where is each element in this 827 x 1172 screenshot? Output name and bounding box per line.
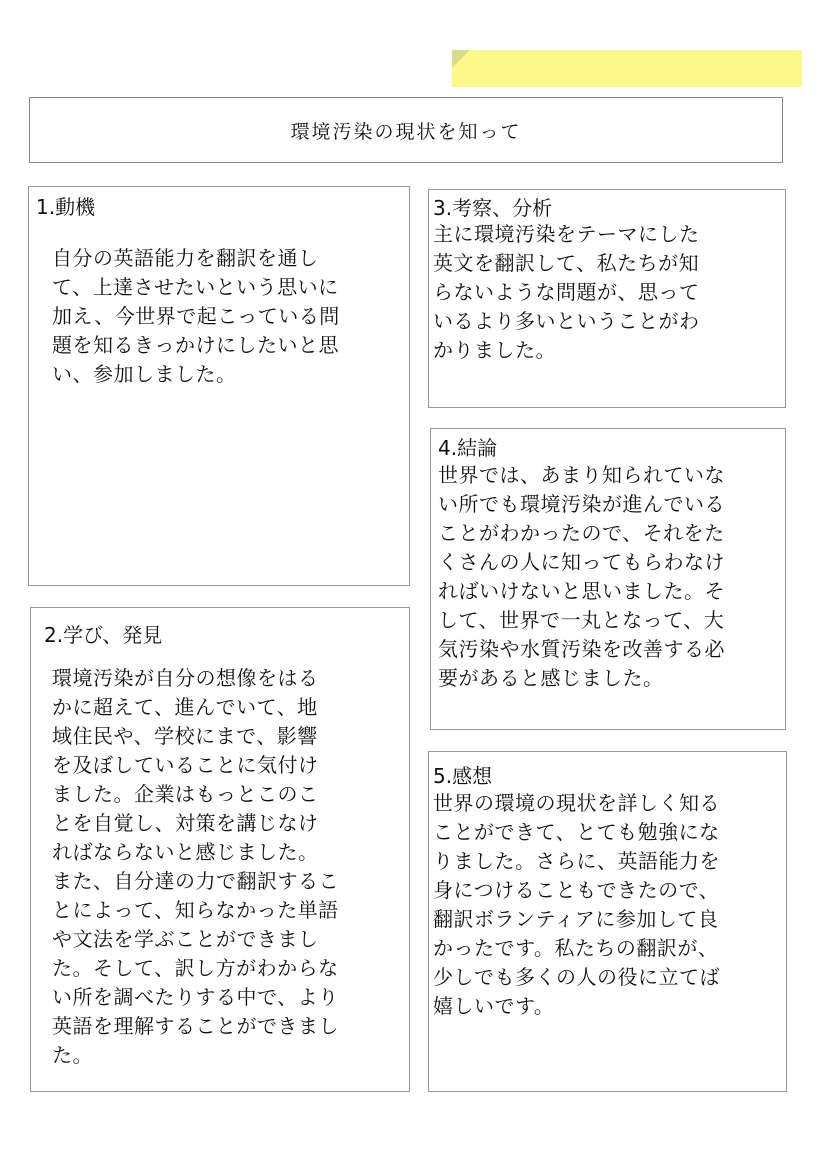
text-line: 主に環境汚染をテーマにした [433, 222, 700, 246]
text-line: 環境汚染が自分の想像をはる [52, 666, 319, 690]
text-line: くさんの人に知ってもらわなけ [438, 550, 725, 574]
text-line: て、上達させたいという思いに [52, 275, 339, 299]
section-impressions-heading: 5.感想 [433, 764, 493, 788]
text-line: いるより多いということがわ [433, 309, 700, 333]
text-line: 世界では、あまり知られていな [438, 463, 725, 487]
text-line: を及ぼしていることに気付け [52, 753, 319, 777]
text-line: ました。企業はもっとこのこ [52, 782, 319, 806]
text-line: 自分の英語能力を翻訳を通し [52, 246, 319, 270]
text-line: ことができて、とても勉強にな [433, 820, 720, 844]
text-line: 題を知るきっかけにしたいと思 [52, 333, 339, 357]
text-line: して、世界で一丸となって、大 [438, 608, 725, 632]
text-line: い、参加しました。 [52, 362, 237, 386]
text-line: 加え、今世界で起こっている問 [52, 304, 340, 328]
text-line: た。そして、訳し方がわからな [52, 956, 339, 980]
text-line: 身につけることもできたので、 [433, 878, 720, 902]
text-line: た。 [52, 1043, 93, 1067]
text-line: 世界の環境の現状を詳しく知る [433, 791, 720, 815]
text-line: や文法を学ぶことができまし [52, 927, 319, 951]
text-line: りました。さらに、英語能力を [433, 849, 720, 873]
text-line: ればならないと感じました。 [52, 840, 319, 864]
text-line: い所を調べたりする中で、より [52, 985, 339, 1009]
text-line: 翻訳ボランティアに参加して良 [433, 907, 719, 931]
text-line: 英語を理解することができまし [52, 1014, 339, 1038]
text-line: ことがわかったので、それをた [438, 521, 725, 545]
section-learning-body [52, 664, 339, 1070]
section-analysis-heading: 3.考察、分析 [433, 196, 553, 220]
text-line: かりました。 [433, 338, 556, 362]
sticky-note [452, 50, 802, 87]
text-line: かに超えて、進んでいて、地 [52, 695, 318, 719]
text-line: 要があると感じました。 [438, 666, 664, 690]
section-conclusion-body [438, 461, 725, 693]
text-line: 気汚染や水質汚染を改善する必 [438, 637, 725, 661]
text-line: らないような問題が、思って [433, 280, 700, 304]
text-line: ればいけないと思いました。そ [438, 579, 725, 603]
section-impressions-body [433, 789, 720, 1021]
text-line: とによって、知らなかった単語 [52, 898, 339, 922]
text-line: い所でも環境汚染が進んでいる [438, 492, 725, 516]
section-learning-heading: 2.学び、発見 [44, 623, 163, 647]
text-line: かったです。私たちの翻訳が、 [433, 936, 719, 960]
page-title: 環境汚染の現状を知って [290, 120, 522, 143]
text-line: とを自覚し、対策を講じなけ [52, 811, 319, 835]
section-motive-heading: 1.動機 [36, 195, 96, 219]
section-conclusion-heading: 4.結論 [438, 436, 498, 460]
title-box [29, 97, 783, 163]
text-line: また、自分達の力で翻訳するこ [52, 869, 339, 893]
section-analysis-body [433, 220, 700, 365]
section-motive-body [52, 244, 340, 389]
text-line: 域住民や、学校にまで、影響 [52, 724, 318, 748]
text-line: 嬉しいです。 [433, 994, 555, 1018]
sticky-note-fold [452, 50, 470, 68]
text-line: 少しでも多くの人の役に立てば [433, 965, 720, 989]
text-line: 英文を翻訳して、私たちが知 [433, 251, 700, 275]
